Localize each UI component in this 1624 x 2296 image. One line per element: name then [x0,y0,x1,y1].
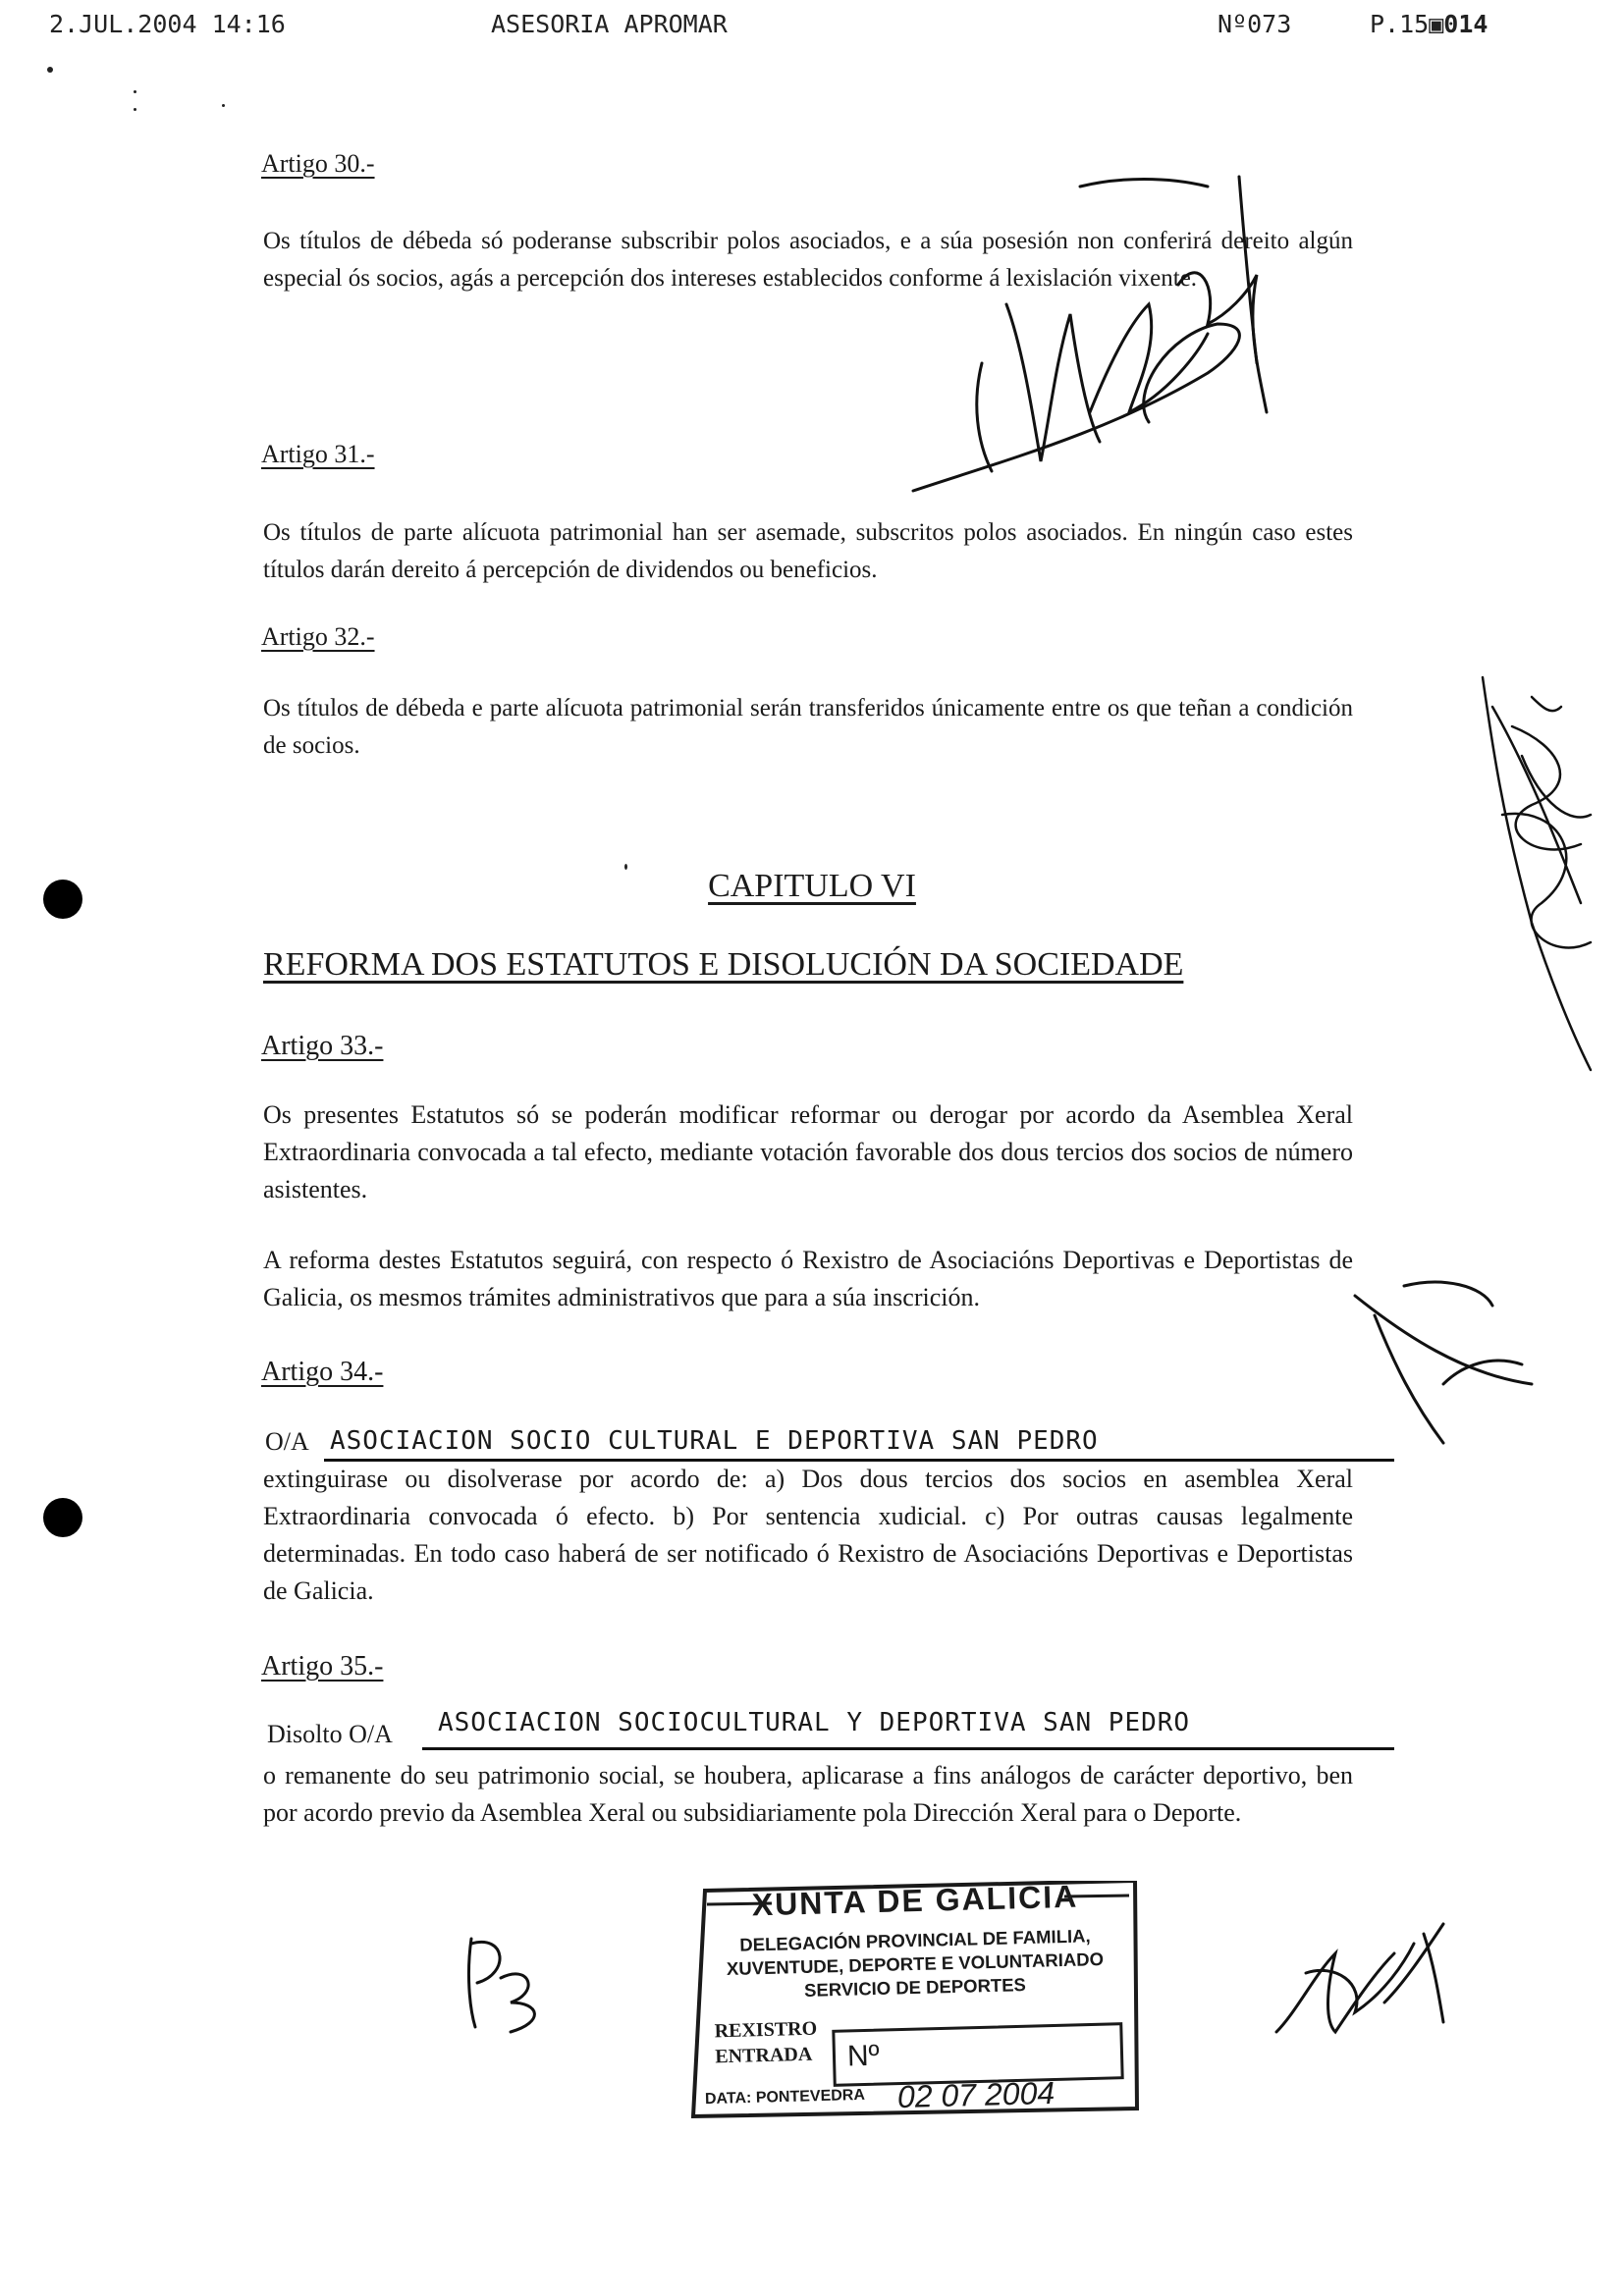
article-34-entity: ASOCIACION SOCIO CULTURAL E DEPORTIVA SAN PEDRO [330,1426,1099,1456]
scan-speck [222,104,225,107]
article-33-paragraph-2: A reforma destes Estatutos seguirá, con respecto ó Rexistro de Asociacións Deportivas e Deportistas de Galicia, os mesmos trámites administrativos que para a súa inscrición. [263,1246,1353,1311]
stamp-line-1: DELEGACIÓN PROVINCIAL DE FAMILIA, [739,1925,1091,1955]
fax-page: P.15▣014 [1370,10,1489,38]
chapter-title: CAPITULO VI [708,868,916,904]
fax-header [0,10,1624,49]
article-34-text: extinguirase ou disolverase por acordo de: a) Dos dous tercios dos socios en asemblea Xeral Extraordinaria convocada ó efecto. b) Por sentencia xudicial. c) Por outras causas legalmente determinadas. En todo caso haberá de ser notificado ó Rexistro de Asociacións Deportivas e Deportistas de Galicia. [263,1465,1353,1605]
stamp-registry-label [714,2016,818,2070]
article-34-heading: Artigo 34.- [261,1357,384,1387]
article-31-text: Os títulos de parte alícuota patrimonial han ser asemade, subscritos polos asociados. En ningún caso estes títulos darán dereito á percepción de dividendos ou beneficios. [263,519,1353,583]
stamp-data-label: DATA: PONTEVEDRA [704,2086,866,2109]
punch-hole [43,1498,82,1537]
article-33-paragraph-1: Os presentes Estatutos só se poderán modificar reformar ou derogar por acordo da Asemblea Xeral Extraordinaria convocada a tal efecto, mediante votación favorable dos dous tercios dos socios de número asistentes. [263,1100,1353,1203]
fax-page-label: P.15 [1370,10,1430,38]
fax-date-time: 2.JUL.2004 14:16 [49,10,286,38]
signature-right-margin [1473,667,1600,1080]
stamp-handwritten-date: 02 07 2004 [896,2074,1056,2115]
stamp-title: XUNTA DE GALICIA [751,1878,1079,1923]
stamp-number-label: Nº [846,2039,881,2073]
fax-number: Nº073 [1218,10,1292,38]
article-35-entity: ASOCIACION SOCIOCULTURAL Y DEPORTIVA SAN PEDRO [438,1708,1191,1737]
article-32-heading: Artigo 32.- [261,622,375,651]
article-30-heading: Artigo 30.- [261,149,375,178]
fax-sender: ASESORIA APROMAR [491,10,728,38]
article-31-heading: Artigo 31.- [261,440,375,468]
scan-speck [134,90,136,93]
fill-in-rule [422,1747,1394,1750]
article-30-text: Os títulos de débeda só poderanse subscribir polos asociados, e a súa posesión non conferirá dereito algún especial ós socios, agás a percepción dos intereses establecidos conforme á lexislación vixente. [263,228,1353,292]
article-35-text: o remanente do seu patrimonio social, se houbera, aplicarase a fins análogos de carácter deportivo, ben por acordo previo da Asemblea Xeral ou subsidiariamente pola Dirección Xeral para o Deporte. [263,1761,1353,1827]
fax-page-suffix: 014 [1443,10,1489,38]
scan-speck [134,108,136,111]
chapter-subtitle: REFORMA DOS ESTATUTOS E DISOLUCIÓN DA SOCIEDADE [263,946,1184,983]
scan-speck [47,67,53,73]
signature-right-arrow [1345,1276,1551,1453]
stamp-registry-2: ENTRADA [715,2043,813,2068]
signature-top [884,167,1296,520]
article-35-lead: Disolto O/A [267,1720,393,1748]
article-35-heading: Artigo 35.- [261,1651,384,1682]
initials-left [452,1924,560,2042]
article-33-heading: Artigo 33.- [261,1031,384,1061]
article-32-text: Os títulos de débeda e parte alícuota patrimonial serán transferidos únicamente entre os que teñan a condición de socios. [263,695,1353,759]
stamp-line-2: XUVENTUDE, DEPORTE E VOLUNTARIADO [726,1948,1105,1980]
stamp-line-3: SERVICIO DE DEPORTES [803,1974,1027,2001]
registry-stamp [691,1878,1139,2122]
article-34-lead: O/A [265,1427,309,1456]
stamp-registry-1: REXISTRO [714,2017,818,2043]
signature-bottom-right [1267,1914,1453,2052]
